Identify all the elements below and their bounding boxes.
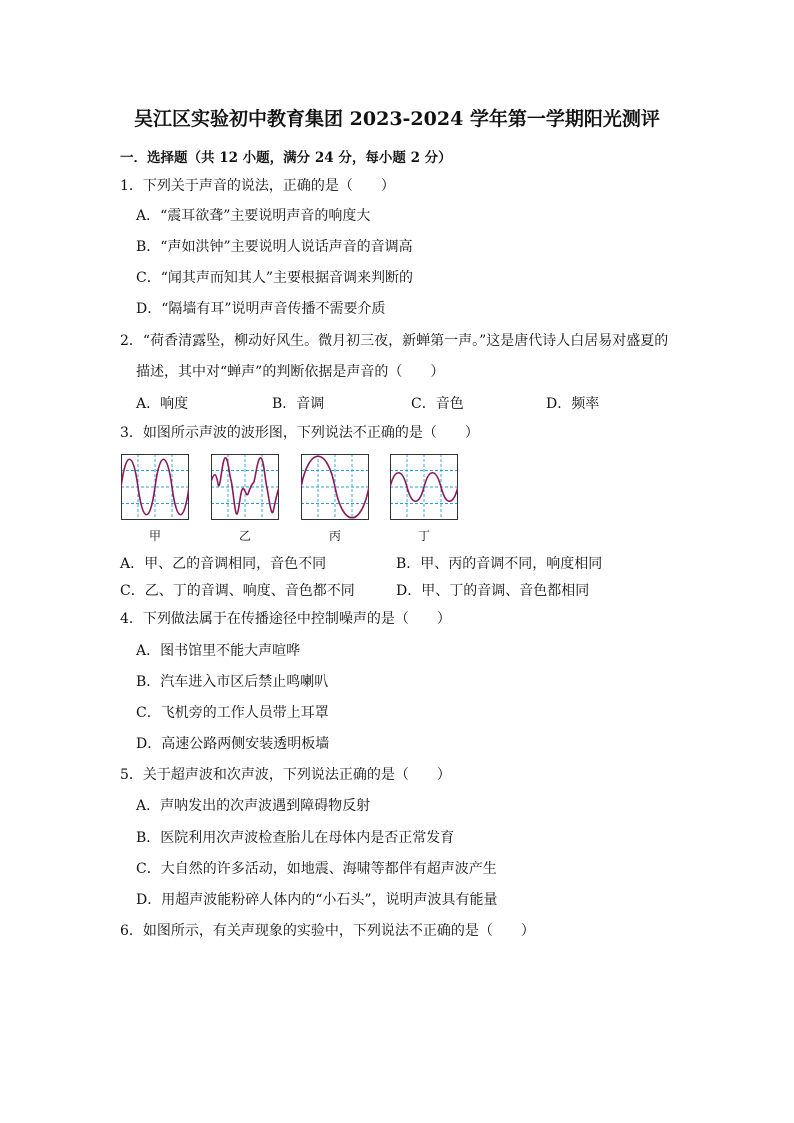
- waveform-label-jia: 甲: [148, 529, 161, 543]
- question-2-option-c: C．音色: [411, 396, 464, 412]
- question-2-stem: 2．“荷香清露坠，柳动好风生。微月初三夜，新蝉第一声。”这是唐代诗人白居易对盛夏的: [120, 333, 669, 349]
- question-1-option-b: B．“声如洪钟”主要说明人说话声音的音调高: [136, 239, 413, 255]
- question-1-stem: 1．下列关于声音的说法，正确的是（ ）: [120, 178, 395, 194]
- question-2-option-b: B．音调: [272, 396, 325, 412]
- question-5-option-c: C．大自然的许多活动，如地震、海啸等都伴有超声波产生: [136, 861, 497, 877]
- question-4-option-a: A．图书馆里不能大声喧哗: [136, 643, 301, 659]
- page-title: 吴江区实验初中教育集团 2023-2024 学年第一学期阳光测评: [134, 108, 660, 130]
- question-3-option-c: C．乙、丁的音调、响度、音色都不同: [120, 583, 355, 599]
- question-5-option-b: B．医院利用次声波检查胎儿在母体内是否正常发育: [136, 830, 455, 846]
- question-4-option-d: D．高速公路两侧安装透明板墙: [136, 736, 330, 752]
- question-2-option-d: D．频率: [546, 396, 600, 412]
- waveform-jia: [121, 454, 189, 520]
- waveform-ding: [390, 454, 458, 520]
- waveform-label-yi: 乙: [238, 529, 251, 543]
- question-3-option-d: D．甲、丁的音调、音色都相同: [396, 583, 590, 599]
- question-4-stem: 4．下列做法属于在传播途径中控制噪声的是（ ）: [120, 611, 451, 627]
- question-5-option-d: D．用超声波能粉碎人体内的“小石头”，说明声波具有能量: [136, 892, 498, 908]
- waveform-yi: [211, 454, 279, 520]
- question-1-option-d: D．“隔墙有耳”说明声音传播不需要介质: [136, 301, 386, 317]
- waveform-bing: [301, 454, 369, 520]
- waveform-label-ding: 丁: [417, 529, 430, 543]
- question-2-option-a: A．响度: [136, 396, 189, 412]
- question-4-option-c: C．飞机旁的工作人员带上耳罩: [136, 705, 329, 721]
- question-5-option-a: A．声呐发出的次声波遇到障碍物反射: [136, 798, 371, 814]
- question-5-stem: 5．关于超声波和次声波，下列说法正确的是（ ）: [120, 767, 451, 783]
- question-3-option-b: B．甲、丙的音调不同，响度相同: [396, 556, 603, 572]
- question-3-option-a: A．甲、乙的音调相同，音色不同: [120, 556, 327, 572]
- waveform-label-bing: 丙: [328, 529, 341, 543]
- section-heading: 一．选择题（共 12 小题，满分 24 分，每小题 2 分）: [120, 150, 452, 166]
- question-6-stem: 6．如图所示，有关声现象的实验中，下列说法不正确的是（ ）: [120, 923, 535, 939]
- question-1-option-c: C．“闻其声而知其人”主要根据音调来判断的: [136, 270, 414, 286]
- question-2-stem-continued: 描述，其中对“蝉声”的判断依据是声音的（ ）: [136, 364, 445, 380]
- question-3-stem: 3．如图所示声波的波形图，下列说法不正确的是（ ）: [120, 425, 479, 441]
- question-4-option-b: B．汽车进入市区后禁止鸣喇叭: [136, 674, 329, 690]
- question-1-option-a: A．“震耳欲聋”主要说明声音的响度大: [136, 208, 371, 224]
